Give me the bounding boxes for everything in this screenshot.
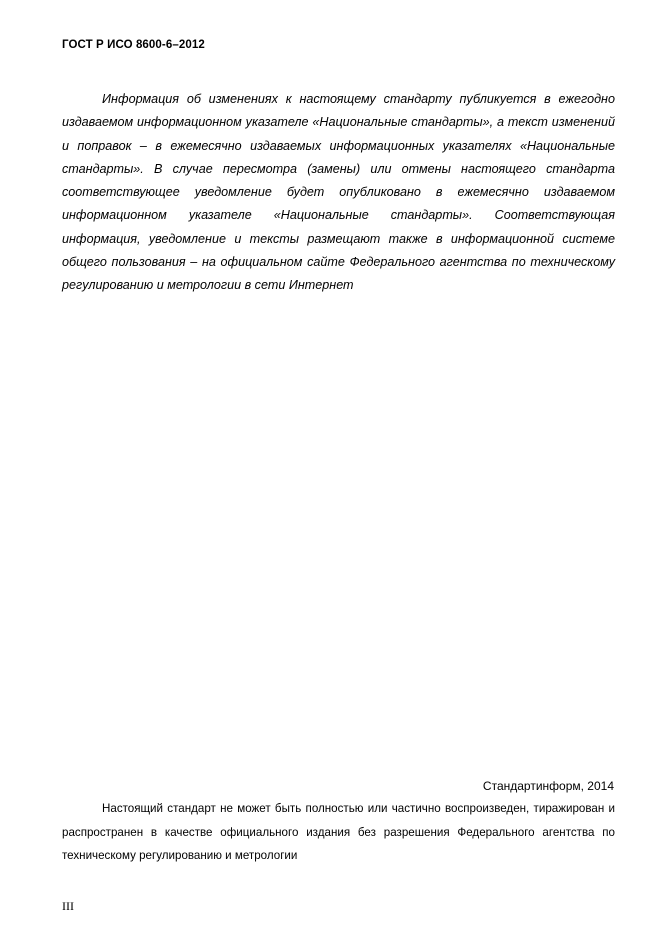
- document-header: ГОСТ Р ИСО 8600-6–2012: [62, 39, 205, 51]
- amendments-notice-paragraph: Информация об изменениях к настоящему стандарту публикуется в ежегодно издаваемом информационном указателе «Национальные стандарты», а текст изменений и поправок – в ежемесячно издаваемых информационных указателях «Национальные стандарты». В случае пересмотра (замены) или отмены настоящего стандарта соответствующее уведомление будет опубликовано в ежемесячно издаваемом информационном указателе «Национальные стандарты». Соответствующая информация, уведомление и тексты размещают также в информационной системе общего пользования – на официальном сайте Федерального агентства по техническому регулированию и метрологии в сети Интернет: [62, 92, 615, 293]
- page-number: III: [62, 899, 74, 913]
- copyright-paragraph: Настоящий стандарт не может быть полностью или частично воспроизведен, тиражирован и распространен в качестве официального издания без разрешения Федерального агентства по техническому регулированию и метрологии: [62, 802, 615, 862]
- publisher-line: Стандартинформ, 2014: [482, 779, 614, 793]
